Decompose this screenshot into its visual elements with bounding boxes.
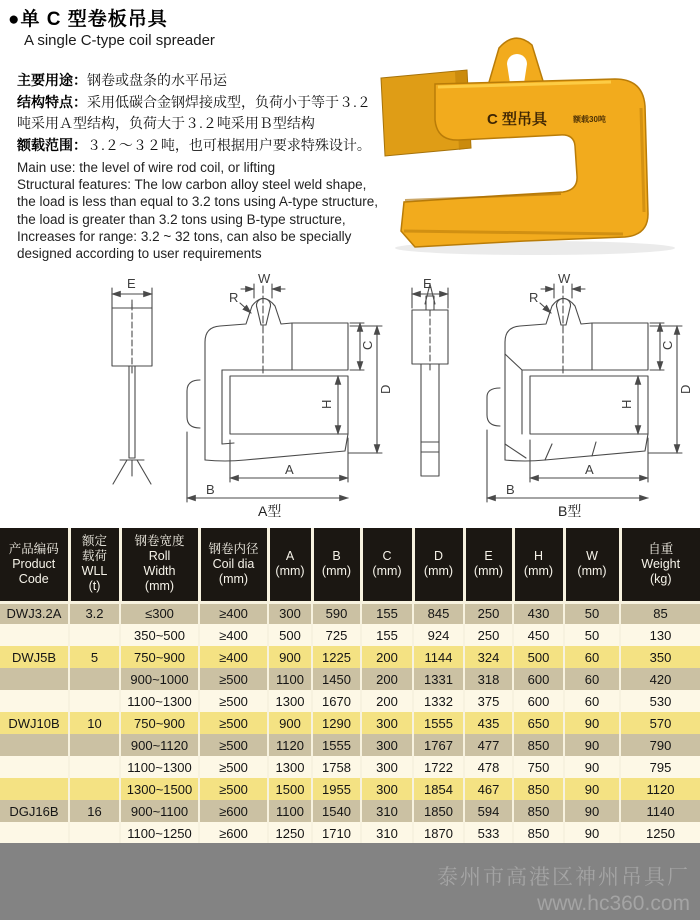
table-cell: 725 (312, 624, 361, 646)
table-cell: 1955 (312, 778, 361, 800)
table-cell: 1332 (413, 690, 464, 712)
dim-label-D: D (678, 384, 693, 394)
table-cell: 3.2 (69, 602, 120, 624)
table-cell: 900~1120 (120, 734, 199, 756)
table-cell: 477 (464, 734, 513, 756)
table-cell: 1250 (268, 822, 312, 844)
table-cell: 130 (620, 624, 700, 646)
website-watermark: www.hc360.com (537, 892, 690, 915)
dim-label-H: H (319, 399, 334, 409)
table-cell: 310 (361, 800, 413, 822)
c-hook-illustration (375, 32, 697, 258)
diagram-b-caption: B型 (558, 503, 582, 519)
table-cell: 324 (464, 646, 513, 668)
dim-label-B: B (206, 482, 215, 497)
table-cell: ≥500 (199, 690, 268, 712)
company-name: 泰州市高港区神州吊具厂 (437, 866, 690, 889)
desc-line: Main use: the level of wire rod coil, or lifting (17, 160, 276, 175)
desc-line: Increases for range: 3.2 ~ 32 tons, can also be specially (17, 228, 352, 244)
table-cell: 200 (361, 668, 413, 690)
table-row (0, 690, 700, 712)
description-chinese (17, 70, 379, 156)
table-cell: 1140 (620, 800, 700, 822)
table-cell: 1854 (413, 778, 464, 800)
table-cell: 420 (620, 668, 700, 690)
page-subtitle: A single C-type coil spreader (24, 32, 215, 49)
dim-label-E: E (423, 276, 432, 291)
table-cell: 300 (268, 602, 312, 624)
table-cell: 1850 (413, 800, 464, 822)
table-cell: 924 (413, 624, 464, 646)
table-cell: 500 (513, 646, 564, 668)
table-cell: 318 (464, 668, 513, 690)
table-cell: 1100 (268, 800, 312, 822)
table-cell: 750~900 (120, 712, 199, 734)
table-cell: 750~900 (120, 646, 199, 668)
table-cell: 300 (361, 778, 413, 800)
dim-label-A: A (585, 462, 594, 477)
table-cell: 790 (620, 734, 700, 756)
table-cell (69, 668, 120, 690)
dim-label-W: W (558, 271, 571, 286)
table-cell: 900 (268, 712, 312, 734)
table-cell (0, 822, 69, 844)
desc-text: ３.２～３２吨，也可根据用户要求特殊设计。 (87, 136, 371, 153)
table-cell: 600 (513, 668, 564, 690)
table-cell (0, 668, 69, 690)
table-row (0, 602, 700, 624)
table-cell: 1120 (268, 734, 312, 756)
table-cell: 1100~1250 (120, 822, 199, 844)
desc-line: the load is greater than 3.2 tons using B-type structure, (17, 211, 346, 227)
table-cell: 900~1000 (120, 668, 199, 690)
table-cell: 1722 (413, 756, 464, 778)
table-cell: 850 (513, 822, 564, 844)
table-cell: 1100~1300 (120, 756, 199, 778)
table-row (0, 712, 700, 734)
desc-line (17, 92, 379, 114)
table-row (0, 734, 700, 756)
table-cell (0, 756, 69, 778)
table-cell: 1710 (312, 822, 361, 844)
table-cell: 155 (361, 624, 413, 646)
table-cell: ≥400 (199, 624, 268, 646)
table-cell: 10 (69, 712, 120, 734)
table-cell: 1225 (312, 646, 361, 668)
desc-line (17, 113, 379, 135)
table-cell: 200 (361, 646, 413, 668)
table-cell: 478 (464, 756, 513, 778)
table-cell: 85 (620, 602, 700, 624)
table-cell: 750 (513, 756, 564, 778)
table-cell (69, 822, 120, 844)
table-cell: 795 (620, 756, 700, 778)
table-cell: 1870 (413, 822, 464, 844)
table-cell: 300 (361, 712, 413, 734)
desc-label: 主要用途： (17, 72, 87, 88)
table-cell: 435 (464, 712, 513, 734)
table-cell: ≥400 (199, 646, 268, 668)
table-cell: 1670 (312, 690, 361, 712)
column-header: E (mm) (464, 528, 513, 602)
table-cell: ≥500 (199, 734, 268, 756)
table-cell: 50 (564, 624, 620, 646)
footer (0, 843, 700, 920)
dim-label-C: C (360, 340, 375, 350)
table-cell: 90 (564, 822, 620, 844)
table-cell: ≥500 (199, 756, 268, 778)
table-cell: ≥400 (199, 602, 268, 624)
table-cell: 467 (464, 778, 513, 800)
table-cell: 60 (564, 668, 620, 690)
table-cell: 250 (464, 602, 513, 624)
table-cell: ≥500 (199, 778, 268, 800)
table-cell: 16 (69, 800, 120, 822)
table-cell: 533 (464, 822, 513, 844)
table-cell: 1120 (620, 778, 700, 800)
table-cell: 155 (361, 602, 413, 624)
technical-diagrams (0, 264, 700, 522)
table-cell: 1250 (620, 822, 700, 844)
dim-label-W: W (258, 271, 271, 286)
column-header: 额定 载荷 WLL (t) (69, 528, 120, 602)
table-cell (69, 690, 120, 712)
table-cell: 530 (620, 690, 700, 712)
table-cell: 50 (564, 602, 620, 624)
desc-line: the load is less than equal to 3.2 tons using A-type structure, (17, 194, 378, 210)
dim-label-H: H (619, 399, 634, 409)
column-header: 产品编码 Product Code (0, 528, 69, 602)
table-cell: 850 (513, 800, 564, 822)
table-cell: ≥500 (199, 712, 268, 734)
diagram-a (112, 271, 393, 519)
table-cell: 200 (361, 690, 413, 712)
table-cell: 450 (513, 624, 564, 646)
table-cell: 310 (361, 822, 413, 844)
table-cell: DWJ3.2A (0, 602, 69, 624)
table-cell: 300 (361, 734, 413, 756)
hook-label-sub: 额载30吨 (573, 115, 606, 124)
column-header: 自重 Weight (kg) (620, 528, 700, 602)
table-cell: 90 (564, 756, 620, 778)
table-row (0, 646, 700, 668)
product-photo (375, 32, 697, 258)
dim-label-A: A (285, 462, 294, 477)
table-cell: 1758 (312, 756, 361, 778)
table-cell: 1450 (312, 668, 361, 690)
desc-label: 额载范围： (17, 136, 87, 153)
table-cell (69, 624, 120, 646)
table-cell (0, 734, 69, 756)
table-cell: 90 (564, 734, 620, 756)
table-cell: ≤300 (120, 602, 199, 624)
page-title: ●单 C 型卷板吊具 (8, 9, 168, 30)
table-cell: DGJ16B (0, 800, 69, 822)
table-cell: 1331 (413, 668, 464, 690)
dim-label-C: C (660, 340, 675, 350)
table-row (0, 624, 700, 646)
table-cell: 375 (464, 690, 513, 712)
table-cell: 570 (620, 712, 700, 734)
table-cell: 590 (312, 602, 361, 624)
table-cell: 1555 (312, 734, 361, 756)
desc-line (17, 135, 379, 157)
dim-label-R: R (229, 290, 239, 305)
table-cell: 1300~1500 (120, 778, 199, 800)
column-header: W (mm) (564, 528, 620, 602)
table-cell: 430 (513, 602, 564, 624)
desc-label: 结构特点： (17, 93, 87, 110)
table-cell: 60 (564, 646, 620, 668)
table-cell: 900 (268, 646, 312, 668)
hook-label-main: C 型吊具 (487, 111, 548, 128)
table-cell: 845 (413, 602, 464, 624)
table-row (0, 668, 700, 690)
table-cell: 650 (513, 712, 564, 734)
table-cell: DWJ5B (0, 646, 69, 668)
diagram-svg (0, 264, 700, 522)
table-cell (0, 690, 69, 712)
table-cell: 60 (564, 690, 620, 712)
column-header: 钢卷宽度 Roll Width (mm) (120, 528, 199, 602)
title-block (8, 4, 215, 49)
table-cell: 350 (620, 646, 700, 668)
table-cell (69, 756, 120, 778)
table-row (0, 800, 700, 822)
column-header: D (mm) (413, 528, 464, 602)
table-cell: 90 (564, 712, 620, 734)
table-cell: 1290 (312, 712, 361, 734)
table-cell: 1540 (312, 800, 361, 822)
table-cell: 250 (464, 624, 513, 646)
dim-label-R: R (529, 290, 539, 305)
spec-table-body (0, 602, 700, 844)
table-cell: 1300 (268, 756, 312, 778)
table-cell: ≥500 (199, 668, 268, 690)
spec-table-header-row (0, 528, 700, 602)
diagram-b (412, 271, 693, 519)
desc-line (17, 70, 379, 92)
table-cell: 1144 (413, 646, 464, 668)
dim-label-D: D (378, 384, 393, 394)
table-row (0, 778, 700, 800)
table-cell: 300 (361, 756, 413, 778)
dim-label-E: E (127, 276, 136, 291)
table-cell: 850 (513, 734, 564, 756)
table-cell: 500 (268, 624, 312, 646)
description-english (17, 159, 385, 262)
table-cell: 850 (513, 778, 564, 800)
column-header: 钢卷内径 Coil dia (mm) (199, 528, 268, 602)
desc-line: Structural features: The low carbon alloy steel weld shape, (17, 177, 367, 193)
table-cell: 600 (513, 690, 564, 712)
column-header: H (mm) (513, 528, 564, 602)
table-cell: ≥600 (199, 800, 268, 822)
table-row (0, 756, 700, 778)
table-cell: DWJ10B (0, 712, 69, 734)
table-cell (69, 734, 120, 756)
table-cell: 90 (564, 800, 620, 822)
table-cell: 594 (464, 800, 513, 822)
table-cell: 1500 (268, 778, 312, 800)
column-header: B (mm) (312, 528, 361, 602)
table-cell (0, 624, 69, 646)
table-cell: 900~1100 (120, 800, 199, 822)
desc-text: 采用低碳合金钢焊接成型，负荷小于等于３.２ (87, 93, 371, 110)
desc-text: 钢卷或盘条的水平吊运 (87, 72, 227, 88)
table-cell: 1555 (413, 712, 464, 734)
column-header: C (mm) (361, 528, 413, 602)
desc-text: 吨采用Ａ型结构，负荷大于３.２吨采用Ｂ型结构 (17, 115, 315, 131)
table-row (0, 822, 700, 844)
table-cell (69, 778, 120, 800)
table-cell: 1100 (268, 668, 312, 690)
column-header: A (mm) (268, 528, 312, 602)
dim-label-B: B (506, 482, 515, 497)
table-cell: 5 (69, 646, 120, 668)
spec-table (0, 528, 700, 844)
desc-line: designed according to user requirements (17, 246, 262, 262)
table-cell: 1300 (268, 690, 312, 712)
table-cell: ≥600 (199, 822, 268, 844)
diagram-a-caption: A型 (258, 503, 282, 519)
table-cell: 90 (564, 778, 620, 800)
hook-body (401, 79, 648, 247)
table-cell: 1767 (413, 734, 464, 756)
table-cell: 350~500 (120, 624, 199, 646)
table-cell: 1100~1300 (120, 690, 199, 712)
table-cell (0, 778, 69, 800)
